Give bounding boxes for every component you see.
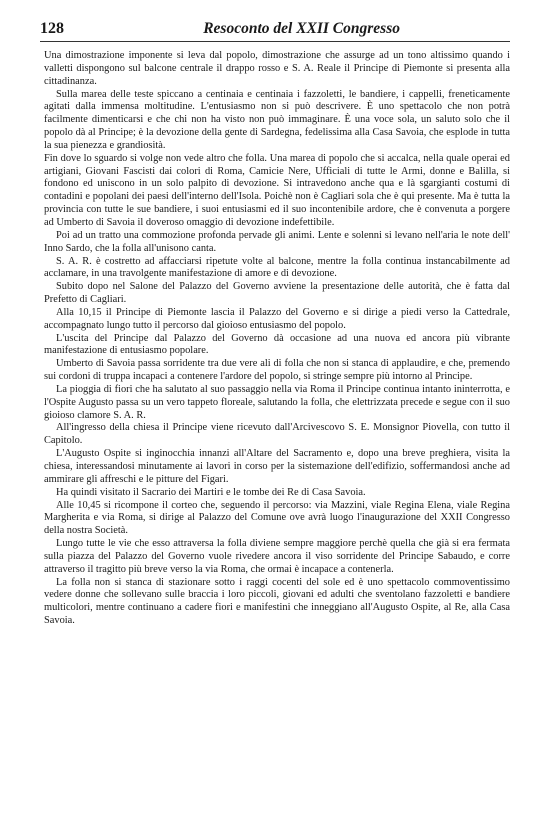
body-text xyxy=(44,50,510,628)
paragraph: Ha quindi visitato il Sacrario dei Martiri e le tombe dei Re di Casa Savoia. xyxy=(56,486,366,498)
paragraph: Subito dopo nel Salone del Palazzo del Governo avviene la presentazione delle autorità, che è fatta dal Prefetto di Cagliari. xyxy=(44,281,510,306)
page-header xyxy=(40,20,510,42)
paragraph: Sulla marea delle teste spiccano a centinaia e centinaia i fazzoletti, le bandiere, i cappelli, freneticamente agitati dalla immensa moltitudine. L'entusiasmo non si può descrivere. È uno spettacolo che non potrà facilmente dimenticarsi e che chi non ha visto non può immaginare. È una voce sola, un saluto solo che il popolo dà al Principe; è la devozione della gente di Sardegna, fedelissima alla Casa Savoia, che esplode in tutta la sua pienezza e grandiosità. xyxy=(44,88,510,151)
paragraph: Alle 10,45 si ricompone il corteo che, seguendo il percorso: via Mazzini, viale Regina Elena, viale Regina Margherita e via Roma, si dirige al Palazzo del Comune ove avrà luogo l'inaugurazione del XXII Congresso della nostra Società. xyxy=(44,499,510,537)
paragraph: L'uscita del Principe dal Palazzo del Governo dà occasione ad una nuova ed ancora più vibrante manifestazione di entusiasmo popolare. xyxy=(44,332,510,357)
running-title: Resoconto del XXII Congresso xyxy=(203,20,400,37)
paragraph: Lungo tutte le vie che esso attraversa la folla diviene sempre maggiore perchè quella che già si era fermata sulla piazza del Palazzo del Governo vuole rivedere ancora il viso sorridente del Principe Sabaudo, e corre attraverso il tragitto più breve verso la via Roma, che ormai è incapace a contenerla. xyxy=(44,538,510,575)
paragraph: L'Augusto Ospite si inginocchia innanzi all'Altare del Sacramento e, dopo una breve preghiera, visita la chiesa, interessandosi minutamente ai lavori in corso per la sistemazione dell'edifizio, soffermandosi anche ad ammirare gli affreschi e le pitture del Figari. xyxy=(44,448,510,485)
paragraph: Fin dove lo sguardo si volge non vede altro che folla. Una marea di popolo che si accalca, nella quale operai ed artigiani, Giovani Fascisti dai colori di Roma, Camicie Nere, Ufficiali di tutte le Armi, donne e Balilla, si fondono ed uniscono in un solo palpito di devozione. Si intravedono anche qua e là sgargianti costumi di contadini e popolani dei paesi dell'interno dell'Isola. Poichè non è Cagliari sola che è qui presente. Ma è tutta la provincia con tutte le sue bandiere, i suoi entusiasmi ed il suo incontenibile ardore, che è convenuta a porgere ad Umberto di Savoia il doveroso omaggio di devozione indefettibile. xyxy=(44,152,510,228)
paragraph: La pioggia di fiori che ha salutato al suo passaggio nella via Roma il Principe continua intanto ininterrotta, e l'Ospite Augusto passa su un vero tappeto floreale, salutando la folla, che elettrizzata precede e segue con il suo gioioso clamore S. A. R. xyxy=(44,383,510,421)
paragraph: Poi ad un tratto una commozione profonda pervade gli animi. Lente e solenni si levano nell'aria le note dell' Inno Sardo, che la folla all'unisono canta. xyxy=(44,229,510,254)
paragraph: Una dimostrazione imponente si leva dal popolo, dimostrazione che assurge ad un tono altissimo quando i valletti dispongono sul balcone centrale il drappo rosso e S. A. Reale il Principe di Piemonte si presenta alla cittadinanza. xyxy=(44,50,510,87)
paragraph: S. A. R. è costretto ad affacciarsi ripetute volte al balcone, mentre la folla continua instancabilmente ad acclamare, in una travolgente manifestazione di amore e di devozione. xyxy=(44,255,510,280)
page-number: 128 xyxy=(40,20,64,37)
paragraph: Alla 10,15 il Principe di Piemonte lascia il Palazzo del Governo e si dirige a piedi verso la Cattedrale, accompagnato lungo tutto il percorso dal gioioso entusiasmo del popolo. xyxy=(44,306,510,331)
paragraph: La folla non si stanca di stazionare sotto i raggi cocenti del sole ed è uno spettacolo commoventissimo vedere donne che sollevano sulle braccia i loro piccoli, giovani ed adulti che sventolano fazzoletti e bandiere multicolori, mentre continuano a cadere fiori e manifestini che inneggiano all'Augusto Ospite, al Re, alla Casa Savoia. xyxy=(44,576,510,627)
paragraph: Umberto di Savoia passa sorridente tra due vere ali di folla che non si stanca di applaudire, e che, premendo sui cordoni di truppa incapaci a contenere l'ardore del popolo, si stringe sempre più intorno al Principe. xyxy=(44,358,510,383)
paragraph: All'ingresso della chiesa il Principe viene ricevuto dall'Arcivescovo S. E. Monsignor Piovella, con tutto il Capitolo. xyxy=(44,422,510,447)
